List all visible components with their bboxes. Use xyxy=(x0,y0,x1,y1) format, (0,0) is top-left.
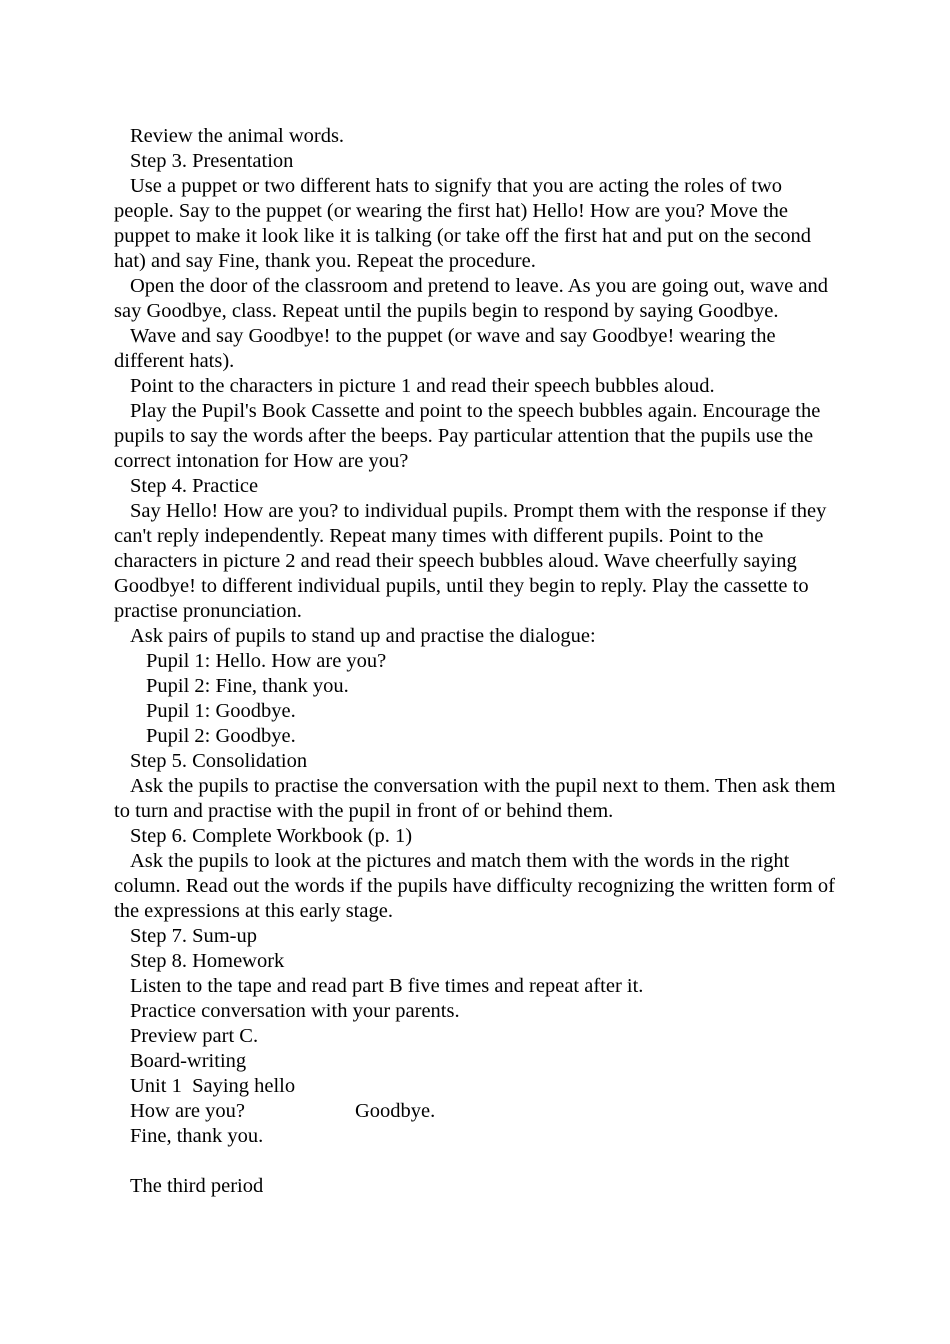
homework-item: Preview part C. xyxy=(130,1025,259,1047)
dialogue-line: Pupil 2: Goodbye. xyxy=(146,725,296,747)
board-row xyxy=(114,1099,838,1124)
board-right: Goodbye. xyxy=(355,1100,436,1122)
period-heading: The third period xyxy=(130,1175,264,1197)
paragraph: Review the animal words. xyxy=(130,125,345,147)
homework-item: Listen to the tape and read part B five times and repeat after it. xyxy=(130,975,644,997)
dialogue-line: Pupil 2: Fine, thank you. xyxy=(146,675,349,697)
homework-item: Practice conversation with your parents. xyxy=(130,1000,460,1022)
board-writing-heading: Board-writing xyxy=(130,1050,247,1072)
step-heading: Step 6. Complete Workbook (p. 1) xyxy=(130,825,413,847)
paragraph: Play the Pupil's Book Cassette and point to the speech bubbles again. Encourage the pupils to say the words after the beeps. Pay particular attention that the pupils use the correct intonation for How are you? xyxy=(114,400,821,472)
step-heading: Step 5. Consolidation xyxy=(130,750,308,772)
paragraph: Say Hello! How are you? to individual pupils. Prompt them with the response if they can't reply independently. Repeat many times with different pupils. Point to the characters in picture 2 and read their speech bubbles aloud. Wave cheerfully saying Goodbye! to different individual pupils, until they begin to reply. Play the cassette to practise pronunciation. xyxy=(114,500,827,622)
paragraph: Use a puppet or two different hats to signify that you are acting the roles of two people. Say to the puppet (or wearing the first hat) Hello! How are you? Move the puppet to make it look like it is talking (or take off the first hat and put on the second hat) and say Fine, thank you. Repeat the procedure. xyxy=(114,175,812,272)
blank-line xyxy=(114,1149,838,1174)
board-last: Fine, thank you. xyxy=(130,1125,264,1147)
step-heading: Step 3. Presentation xyxy=(130,150,294,172)
paragraph: Point to the characters in picture 1 and read their speech bubbles aloud. xyxy=(130,375,715,397)
dialogue-line: Pupil 1: Hello. How are you? xyxy=(146,650,387,672)
document-page xyxy=(114,124,838,1199)
dialogue-line: Pupil 1: Goodbye. xyxy=(146,700,296,722)
paragraph: Ask the pupils to practise the conversation with the pupil next to them. Then ask them to turn and practise with the pupil in front of or behind them. xyxy=(114,775,836,822)
board-unit-title: Unit 1 Saying hello xyxy=(130,1075,296,1097)
paragraph: Ask the pupils to look at the pictures and match them with the words in the right column. Read out the words if the pupils have difficulty recognizing the written form of the expressions at this early stage. xyxy=(114,850,835,922)
board-left: How are you? xyxy=(130,1100,245,1122)
paragraph: Wave and say Goodbye! to the puppet (or wave and say Goodbye! wearing the different hats). xyxy=(114,325,776,372)
step-heading: Step 7. Sum-up xyxy=(130,925,257,947)
step-heading: Step 8. Homework xyxy=(130,950,285,972)
paragraph: Open the door of the classroom and pretend to leave. As you are going out, wave and say Goodbye, class. Repeat until the pupils begin to respond by saying Goodbye. xyxy=(114,275,828,322)
step-heading: Step 4. Practice xyxy=(130,475,259,497)
paragraph: Ask pairs of pupils to stand up and practise the dialogue: xyxy=(130,625,596,647)
